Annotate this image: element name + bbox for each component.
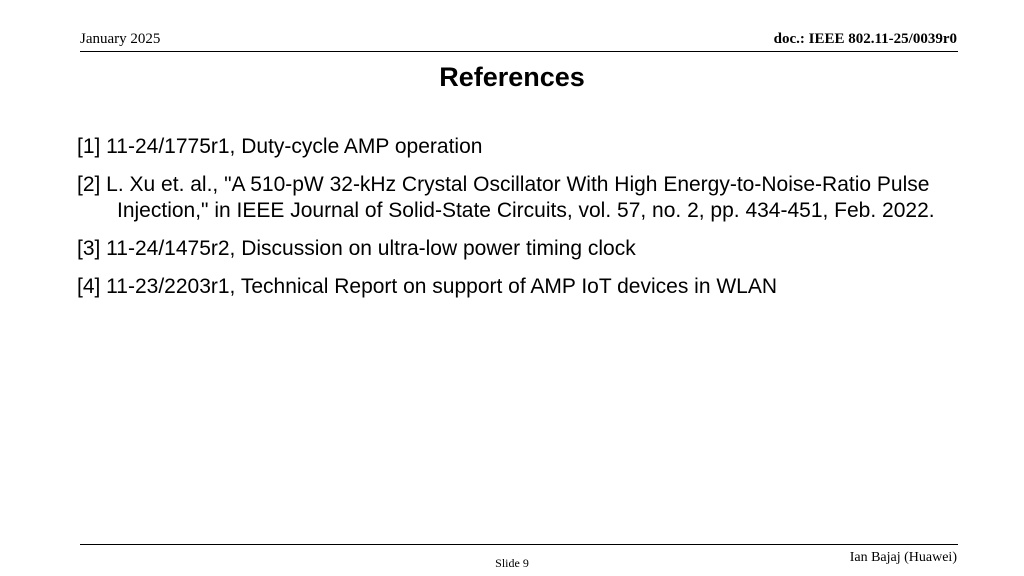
reference-item-4: [4] 11-23/2203r1, Technical Report on support of AMP IoT devices in WLAN [77, 275, 778, 298]
reference-item-3: [3] 11-24/1475r2, Discussion on ultra-low power timing clock [77, 237, 636, 260]
reference-item-2: [2] L. Xu et. al., "A 510-pW 32-kHz Crystal Oscillator With High Energy-to-Noise-Ratio Pulse Injection," in IEEE Journal of Solid-State Circuits, vol. 57, no. 2, pp. 434-451, Feb. 2022. [77, 173, 935, 222]
author-name: Ian Bajaj (Huawei) [849, 550, 957, 565]
footer-divider [80, 544, 958, 545]
reference-list [77, 134, 947, 312]
slide-number: Slide 9 [495, 556, 529, 570]
header-divider [80, 51, 958, 52]
slide-title: References [439, 62, 585, 92]
header-date: January 2025 [80, 31, 161, 47]
document-id: doc.: IEEE 802.11-25/0039r0 [773, 31, 957, 47]
reference-item-1: [1] 11-24/1775r1, Duty-cycle AMP operation [77, 135, 483, 158]
